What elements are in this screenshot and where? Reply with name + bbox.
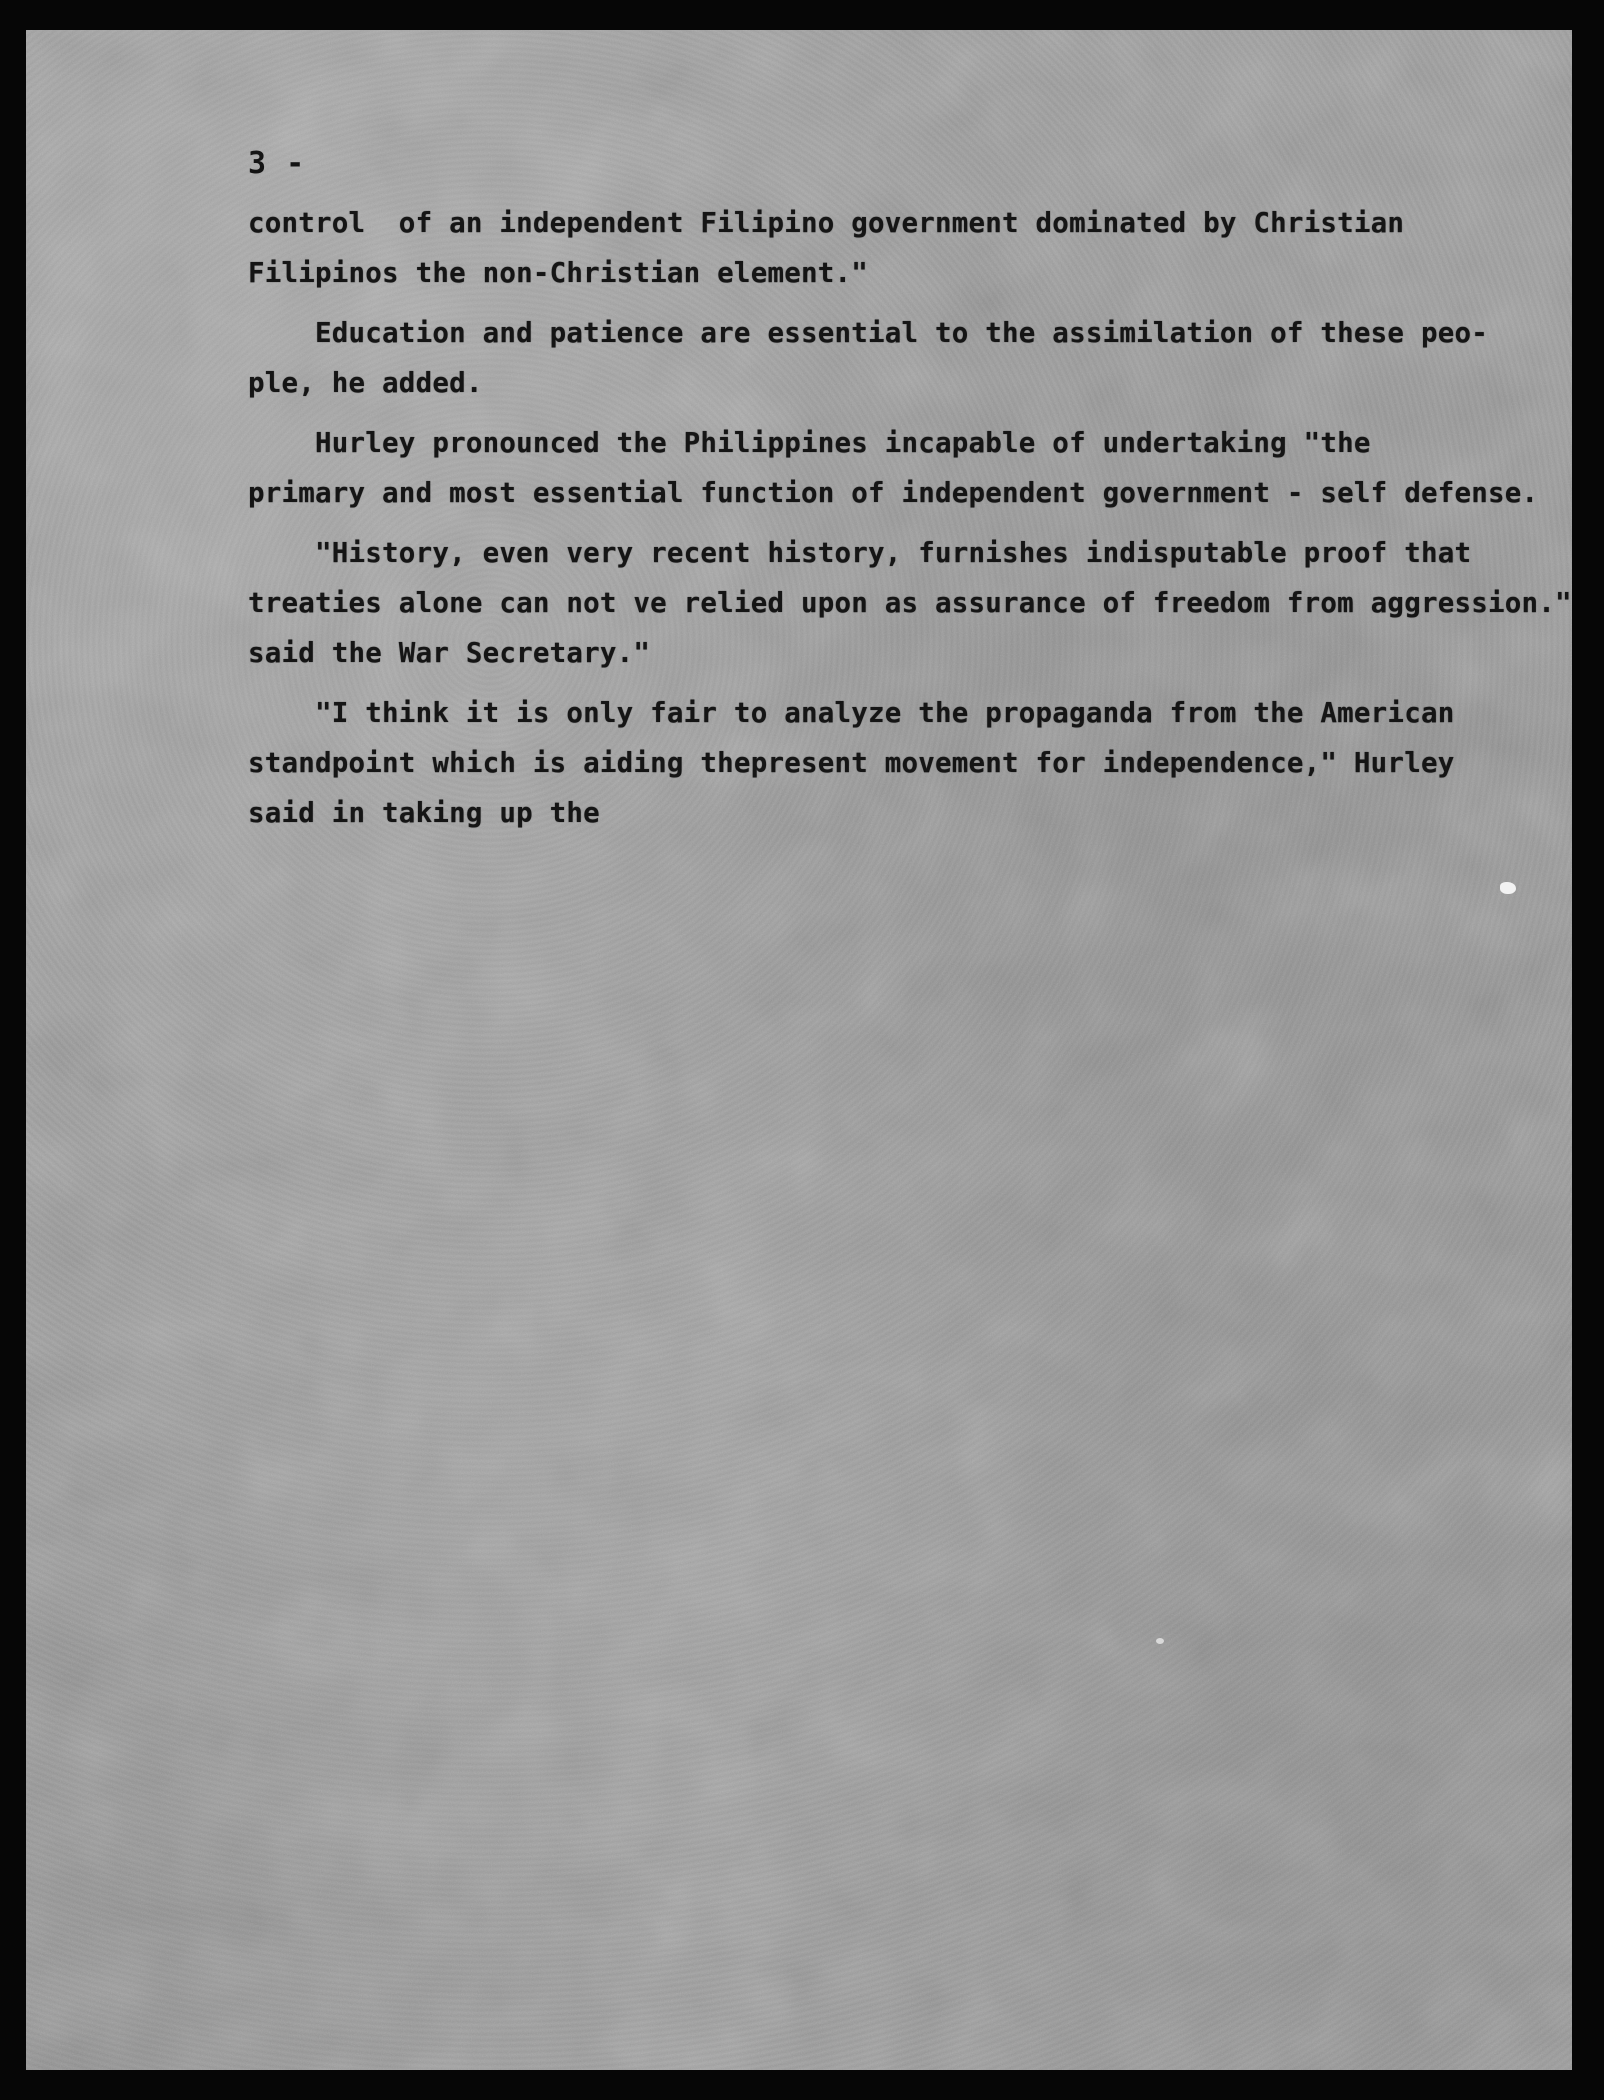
paragraph-5 <box>248 688 1548 838</box>
text-line: "I think it is only fair to analyze the propaganda from the American <box>248 697 1455 729</box>
typed-body-text <box>248 198 1572 838</box>
text-line: standpoint which is aiding thepresent movement for independence," Hurley <box>248 747 1455 779</box>
text-line: ple, he added. <box>248 367 483 399</box>
page-number: 3 - <box>248 146 306 181</box>
paragraph-2 <box>248 308 1548 408</box>
text-line: said in taking up the <box>248 797 600 829</box>
document-page <box>26 30 1572 2070</box>
text-line: said the War Secretary." <box>248 637 651 669</box>
paragraph-3 <box>248 418 1548 518</box>
text-line: Filipinos the non-Christian element." <box>248 257 868 289</box>
text-line: treaties alone can not ve relied upon as assurance of freedom from aggression." <box>248 587 1572 619</box>
text-line: primary and most essential function of independent government - self defense. <box>248 477 1539 509</box>
paragraph-4 <box>248 528 1572 678</box>
text-line: control of an independent Filipino government dominated by Christian <box>248 207 1405 239</box>
paragraph-1 <box>248 198 1548 298</box>
paper-speck <box>1500 882 1516 894</box>
text-line: Hurley pronounced the Philippines incapable of undertaking "the <box>248 427 1371 459</box>
text-line: Education and patience are essential to the assimilation of these peo- <box>248 317 1488 349</box>
text-line: "History, even very recent history, furnishes indisputable proof that <box>248 537 1472 569</box>
paper-speck <box>1156 1638 1164 1644</box>
